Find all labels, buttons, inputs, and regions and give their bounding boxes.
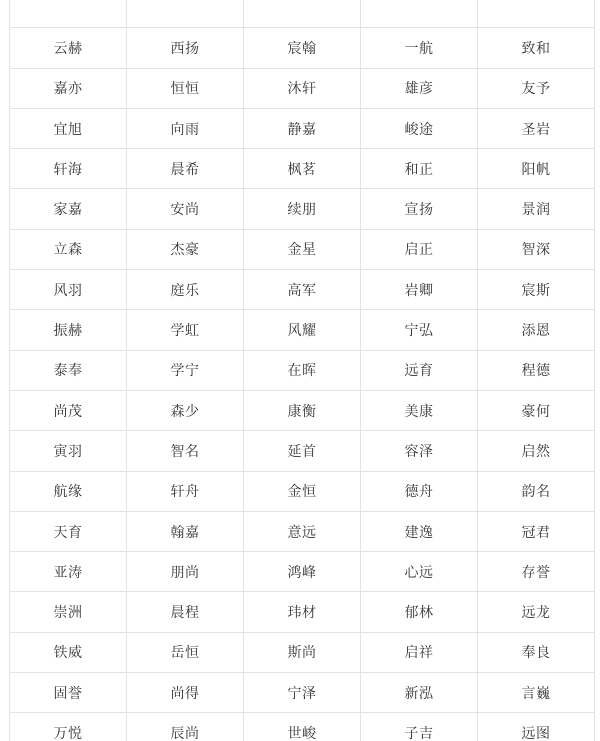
table-cell — [10, 0, 127, 28]
table-cell: 添恩 — [478, 310, 595, 350]
table-cell: 康衡 — [244, 390, 361, 430]
table-cell: 鸿峰 — [244, 552, 361, 592]
table-cell: 恒恒 — [127, 68, 244, 108]
table-cell — [478, 0, 595, 28]
table-row — [10, 310, 595, 350]
table-cell: 崇洲 — [10, 592, 127, 632]
table-cell: 嘉亦 — [10, 68, 127, 108]
table-cell: 奉良 — [478, 632, 595, 672]
table-row — [10, 431, 595, 471]
table-row — [10, 390, 595, 430]
table-cell: 岩卿 — [361, 270, 478, 310]
table-cell: 景润 — [478, 189, 595, 229]
table-cell: 西扬 — [127, 28, 244, 68]
table-cell: 云赫 — [10, 28, 127, 68]
table-cell: 轩海 — [10, 149, 127, 189]
table-cell: 向雨 — [127, 108, 244, 148]
table-cell: 意远 — [244, 511, 361, 551]
names-table — [9, 0, 595, 741]
table-cell: 友予 — [478, 68, 595, 108]
table-cell — [127, 0, 244, 28]
table-cell: 宁弘 — [361, 310, 478, 350]
table-cell: 和正 — [361, 149, 478, 189]
table-cell: 一航 — [361, 28, 478, 68]
table-cell: 远龙 — [478, 592, 595, 632]
table-cell: 豪何 — [478, 390, 595, 430]
table-cell: 天育 — [10, 511, 127, 551]
table-cell — [361, 0, 478, 28]
table-cell: 言巍 — [478, 673, 595, 713]
table-cell: 致和 — [478, 28, 595, 68]
table-cell: 郁林 — [361, 592, 478, 632]
table-cell: 亚涛 — [10, 552, 127, 592]
table-cell: 存誉 — [478, 552, 595, 592]
table-cell: 宸斯 — [478, 270, 595, 310]
table-cell: 航缘 — [10, 471, 127, 511]
table-cell: 宸翰 — [244, 28, 361, 68]
table-row — [10, 632, 595, 672]
table-cell: 延首 — [244, 431, 361, 471]
table-cell: 德舟 — [361, 471, 478, 511]
table-cell: 圣岩 — [478, 108, 595, 148]
table-cell: 子吉 — [361, 713, 478, 741]
table-cell: 玮材 — [244, 592, 361, 632]
table-cell: 远育 — [361, 350, 478, 390]
table-cell — [244, 0, 361, 28]
table-cell: 容泽 — [361, 431, 478, 471]
table-cell: 金恒 — [244, 471, 361, 511]
table-cell: 美康 — [361, 390, 478, 430]
table-cell: 安尚 — [127, 189, 244, 229]
table-cell: 晨程 — [127, 592, 244, 632]
table-cell: 泰奉 — [10, 350, 127, 390]
table-cell: 心远 — [361, 552, 478, 592]
table-cell: 轩舟 — [127, 471, 244, 511]
table-cell: 金星 — [244, 229, 361, 269]
table-cell: 程德 — [478, 350, 595, 390]
table-cell: 庭乐 — [127, 270, 244, 310]
table-cell: 风羽 — [10, 270, 127, 310]
table-row — [10, 68, 595, 108]
table-row — [10, 350, 595, 390]
table-cell: 固誉 — [10, 673, 127, 713]
table-cell: 翰嘉 — [127, 511, 244, 551]
table-cell: 学虹 — [127, 310, 244, 350]
table-cell: 宣扬 — [361, 189, 478, 229]
table-cell: 尚茂 — [10, 390, 127, 430]
table-cell: 立森 — [10, 229, 127, 269]
table-cell: 雄彦 — [361, 68, 478, 108]
table-cell: 枫茗 — [244, 149, 361, 189]
table-cell: 学宁 — [127, 350, 244, 390]
table-row — [10, 471, 595, 511]
table-cell: 岳恒 — [127, 632, 244, 672]
table-cell: 朋尚 — [127, 552, 244, 592]
table-cell: 寅羽 — [10, 431, 127, 471]
table-row — [10, 511, 595, 551]
table-row — [10, 189, 595, 229]
table-cell: 振赫 — [10, 310, 127, 350]
table-cell: 在晖 — [244, 350, 361, 390]
table-cell: 斯尚 — [244, 632, 361, 672]
table-cell: 冠君 — [478, 511, 595, 551]
table-cell: 宁泽 — [244, 673, 361, 713]
table-row — [10, 270, 595, 310]
table-cell: 沐轩 — [244, 68, 361, 108]
table-cell: 阳帆 — [478, 149, 595, 189]
table-row — [10, 673, 595, 713]
table-cell: 高军 — [244, 270, 361, 310]
table-row — [10, 592, 595, 632]
table-cell: 尚得 — [127, 673, 244, 713]
table-cell: 远图 — [478, 713, 595, 741]
table-cell: 宜旭 — [10, 108, 127, 148]
table-cell: 风耀 — [244, 310, 361, 350]
table-row — [10, 713, 595, 741]
table-cell: 铁威 — [10, 632, 127, 672]
table-cell: 世峻 — [244, 713, 361, 741]
table-cell: 智名 — [127, 431, 244, 471]
table-cell: 新泓 — [361, 673, 478, 713]
table-cell: 家嘉 — [10, 189, 127, 229]
table-cell: 启祥 — [361, 632, 478, 672]
table-cell: 启正 — [361, 229, 478, 269]
table-row — [10, 108, 595, 148]
table-row — [10, 28, 595, 68]
table-cell: 静嘉 — [244, 108, 361, 148]
table-cell: 万悦 — [10, 713, 127, 741]
table-cell: 启然 — [478, 431, 595, 471]
table-cell: 韵名 — [478, 471, 595, 511]
table-cell: 智深 — [478, 229, 595, 269]
table-cell: 续朋 — [244, 189, 361, 229]
table-row — [10, 552, 595, 592]
table-row-partial — [10, 0, 595, 28]
table-cell: 森少 — [127, 390, 244, 430]
table-cell: 杰豪 — [127, 229, 244, 269]
table-row — [10, 229, 595, 269]
table-cell: 晨希 — [127, 149, 244, 189]
names-table-body — [10, 0, 595, 741]
table-cell: 峻途 — [361, 108, 478, 148]
table-row — [10, 149, 595, 189]
table-cell: 建逸 — [361, 511, 478, 551]
table-cell: 辰尚 — [127, 713, 244, 741]
